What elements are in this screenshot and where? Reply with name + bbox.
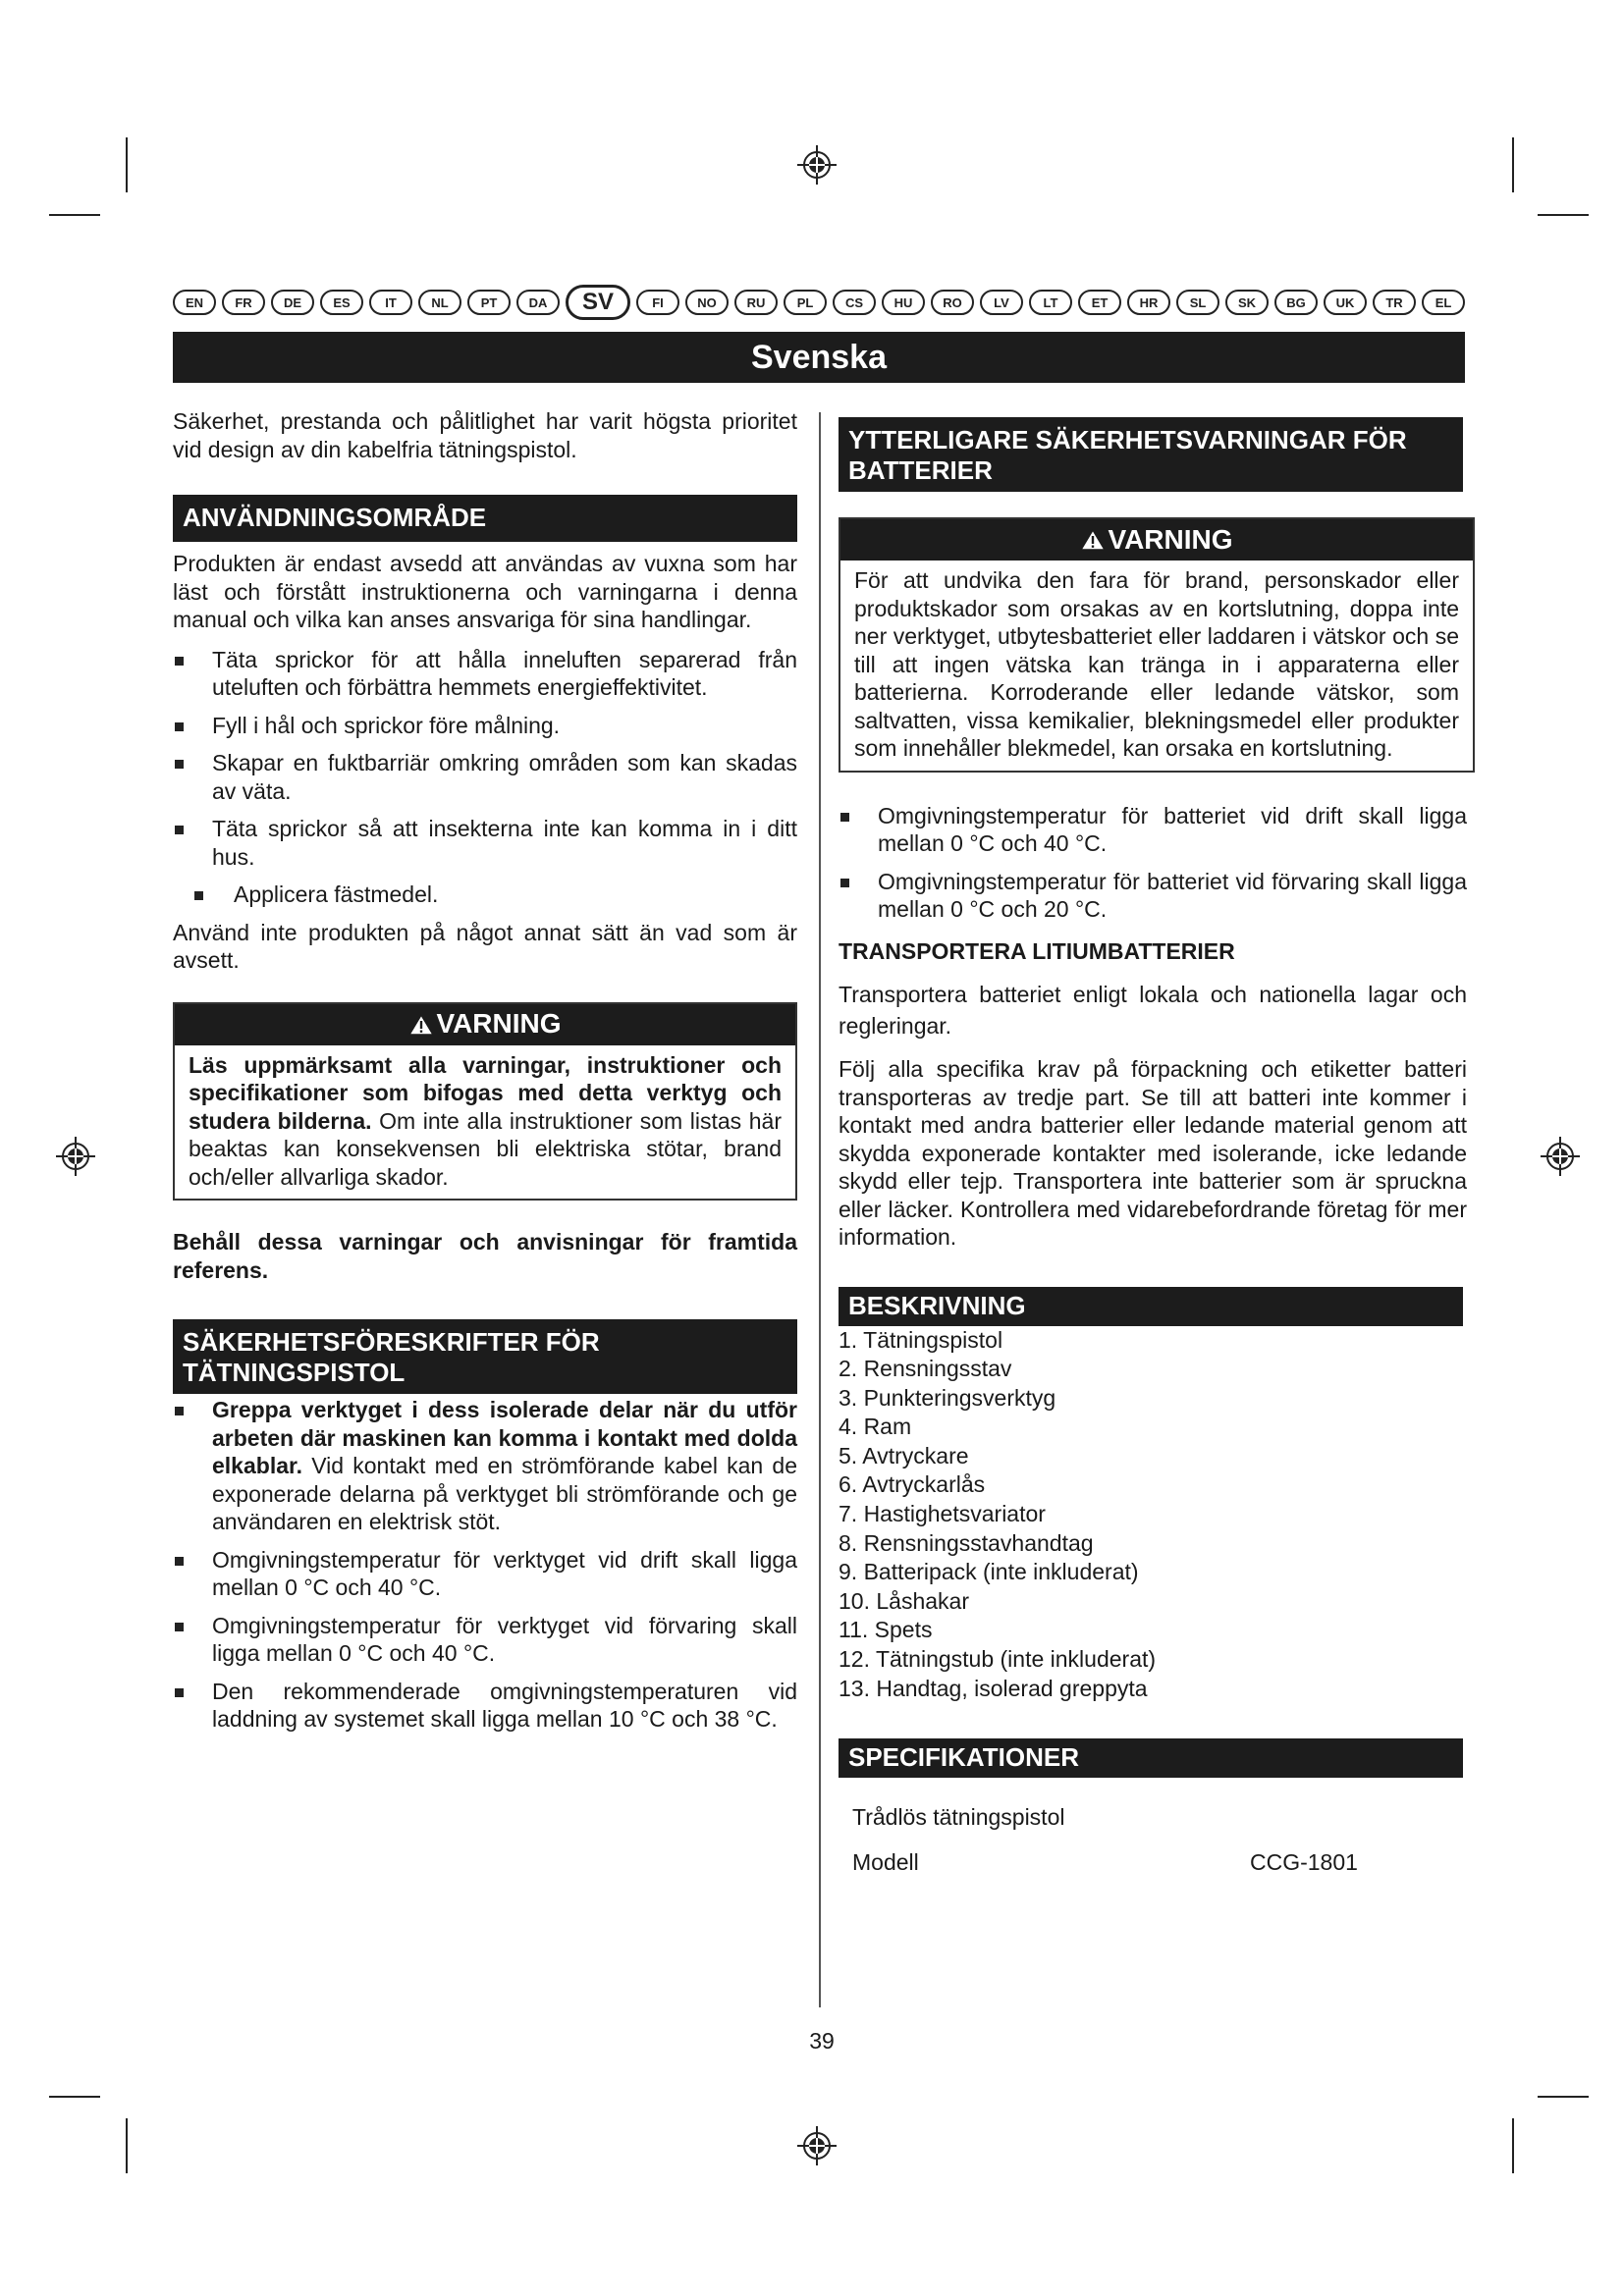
battery-warning-heading bbox=[840, 519, 1473, 561]
language-chip-el: EL bbox=[1422, 290, 1465, 315]
crop-mark bbox=[1512, 2118, 1514, 2173]
spec-model-label: Modell bbox=[852, 1848, 919, 1875]
battery-warning-heading-text: VARNING bbox=[1108, 523, 1233, 555]
list-item: Den rekommenderade omgivningstemperaturen vid laddning av systemet skall ligga mellan 10 °C och 38 °C. bbox=[173, 1678, 797, 1734]
list-item: 6. Avtryckarlås bbox=[839, 1471, 986, 1498]
crop-mark bbox=[1538, 2096, 1589, 2098]
crop-mark bbox=[1538, 214, 1589, 216]
language-chip-uk: UK bbox=[1324, 290, 1367, 315]
battery-warning-box bbox=[839, 517, 1475, 773]
crop-mark bbox=[49, 2096, 100, 2098]
list-item: Täta sprickor för att hålla inneluften separerad från uteluften och förbättra hemmets energieffektivitet. bbox=[173, 646, 797, 702]
specs-table bbox=[839, 1803, 1467, 1876]
language-chip-hu: HU bbox=[882, 290, 925, 315]
crop-mark bbox=[126, 137, 128, 192]
list-item: 9. Batteripack (inte inkluderat) bbox=[839, 1559, 1139, 1585]
right-column bbox=[839, 417, 1467, 1876]
crop-mark bbox=[1512, 137, 1514, 192]
list-item: 2. Rensningsstav bbox=[839, 1356, 1012, 1382]
warning-body bbox=[175, 1045, 795, 1200]
transport-heading: TRANSPORTERA LITIUMBATTERIER bbox=[839, 937, 1235, 964]
page-number: 39 bbox=[809, 2028, 835, 2054]
safety-list bbox=[173, 1396, 797, 1734]
list-item: Omgivningstemperatur för batteriet vid förvaring skall ligga mellan 0 °C och 20 °C. bbox=[839, 868, 1467, 924]
language-selector bbox=[173, 285, 1465, 320]
list-item: 1. Tätningspistol bbox=[839, 1326, 1003, 1353]
registration-mark-icon bbox=[795, 143, 839, 187]
language-chip-tr: TR bbox=[1373, 290, 1416, 315]
language-chip-sk: SK bbox=[1225, 290, 1269, 315]
registration-mark-icon bbox=[1539, 1135, 1582, 1178]
language-chip-sl: SL bbox=[1176, 290, 1219, 315]
usage-text: Produkten är endast avsedd att användas av vuxna som har läst och förstått instruktionerna och varningarna i denna manual och vilka kan anses ansvariga för sina handlingar. bbox=[173, 551, 797, 632]
transport-text-1: Transportera batteriet enligt lokala och nationella lagar och regleringar. bbox=[839, 982, 1467, 1039]
safety-first-bold: Greppa verktyget i dess isolerade delar när du utför arbeten där maskinen kan komma i kontakt med dolda elkablar. bbox=[212, 1397, 797, 1478]
list-item: Omgivningstemperatur för verktyget vid drift skall ligga mellan 0 °C och 40 °C. bbox=[173, 1546, 797, 1602]
battery-heading: YTTERLIGARE SÄKERHETSVARNINGAR FÖR BATTERIER bbox=[839, 417, 1463, 492]
list-item: Omgivningstemperatur för verktyget vid förvaring skall ligga mellan 0 °C och 40 °C. bbox=[173, 1612, 797, 1668]
language-chip-en: EN bbox=[173, 290, 216, 315]
list-item: 3. Punkteringsverktyg bbox=[839, 1384, 1056, 1411]
usage-list bbox=[173, 646, 797, 909]
usage-heading: ANVÄNDNINGSOMRÅDE bbox=[173, 495, 797, 542]
registration-mark-icon bbox=[795, 2124, 839, 2167]
page-title: Svenska bbox=[173, 332, 1465, 383]
warning-heading bbox=[175, 1004, 795, 1045]
language-chip-hr: HR bbox=[1127, 290, 1170, 315]
language-chip-sv: SV bbox=[566, 285, 630, 320]
warning-bold-text: Läs uppmärksamt alla varningar, instruktioner och specifikationer som bifogas med detta verktyg och studera bilderna. bbox=[189, 1051, 782, 1134]
safety-heading: SÄKERHETSFÖRESKRIFTER FÖR TÄTNINGSPISTOL bbox=[173, 1319, 797, 1394]
language-chip-de: DE bbox=[271, 290, 314, 315]
language-chip-ru: RU bbox=[734, 290, 778, 315]
specs-heading: SPECIFIKATIONER bbox=[839, 1738, 1463, 1778]
intro-text: Säkerhet, prestanda och pålitlighet har varit högsta prioritet vid design av din kabelfria tätningspistol. bbox=[173, 408, 797, 462]
description-list bbox=[839, 1326, 1467, 1704]
list-item: 13. Handtag, isolerad greppyta bbox=[839, 1675, 1148, 1701]
list-item: 5. Avtryckare bbox=[839, 1442, 969, 1468]
language-chip-es: ES bbox=[320, 290, 363, 315]
list-item: Skapar en fuktbarriär omkring områden som kan skadas av väta. bbox=[173, 749, 797, 805]
language-chip-no: NO bbox=[685, 290, 729, 315]
warning-text: Om inte alla instruktioner som listas här beaktas kan konsekvensen bli elektriska stötar, brand och/eller allvarliga skador. bbox=[189, 1107, 782, 1190]
keep-note: Behåll dessa varningar och anvisningar för framtida referens. bbox=[173, 1229, 797, 1283]
list-item: Fyll i hål och sprickor före målning. bbox=[173, 712, 797, 740]
safety-first-text: Vid kontakt med en strömförande kabel kan de exponerade delarna på verktyget bli strömförande och ge användaren en elektrisk stöt. bbox=[212, 1453, 797, 1534]
list-item: 8. Rensningsstavhandtag bbox=[839, 1529, 1094, 1556]
warning-heading-text: VARNING bbox=[436, 1008, 562, 1040]
spec-row-model bbox=[852, 1848, 1467, 1877]
list-item: Omgivningstemperatur för batteriet vid drift skall ligga mellan 0 °C och 40 °C. bbox=[839, 802, 1467, 858]
column-divider bbox=[819, 412, 821, 2007]
language-chip-nl: NL bbox=[418, 290, 461, 315]
battery-list bbox=[839, 802, 1467, 924]
crop-mark bbox=[126, 2118, 128, 2173]
list-item: 4. Ram bbox=[839, 1414, 912, 1440]
language-chip-lv: LV bbox=[980, 290, 1023, 315]
language-chip-bg: BG bbox=[1274, 290, 1318, 315]
registration-mark-icon bbox=[54, 1135, 97, 1178]
language-chip-fi: FI bbox=[636, 290, 679, 315]
list-item: Täta sprickor så att insekterna inte kan komma in i ditt hus. bbox=[173, 815, 797, 871]
battery-warning-body: För att undvika den fara för brand, personskador eller produktskador som orsakas av en kortslutning, doppa inte ner verktyget, utbytesbatteriet eller laddaren i vätskor och se till att ingen vätska kan tränga in i apparaterna eller batterierna. Korroderande eller ledande vätskor, som saltvatten, vissa kemikalier, blekningsmedel eller produkter som innehåller blekmedel, kan orsaka en kortslutning. bbox=[854, 567, 1459, 761]
language-chip-da: DA bbox=[516, 290, 560, 315]
left-column bbox=[173, 407, 797, 1743]
language-chip-lt: LT bbox=[1029, 290, 1072, 315]
spec-product: Trådlös tätningspistol bbox=[852, 1804, 1065, 1831]
transport-text-2: Följ alla specifika krav på förpackning och etiketter batteri transporteras av tredje part. Se till att batteri inte kommer i kontakt med andra batterier eller ledande material genom att skydda exponerade kontakter med isolerande, icke ledande skydd eller tejp. Transportera inte batterier som är spruckna eller läcker. Kontrollera med vidarebefordrande företag för mer information. bbox=[839, 1056, 1467, 1250]
list-item: 11. Spets bbox=[839, 1617, 933, 1643]
warning-box bbox=[173, 1002, 797, 1201]
language-chip-fr: FR bbox=[222, 290, 265, 315]
list-item bbox=[173, 1396, 797, 1536]
language-chip-cs: CS bbox=[833, 290, 876, 315]
list-item: 12. Tätningstub (inte inkluderat) bbox=[839, 1646, 1157, 1673]
description-heading: BESKRIVNING bbox=[839, 1287, 1463, 1326]
list-item: 10. Låshakar bbox=[839, 1587, 969, 1614]
language-chip-et: ET bbox=[1078, 290, 1121, 315]
list-item: Applicera fästmedel. bbox=[173, 881, 797, 909]
language-chip-it: IT bbox=[369, 290, 412, 315]
usage-after-text: Använd inte produkten på något annat sätt än vad som är avsett. bbox=[173, 919, 797, 973]
language-chip-ro: RO bbox=[931, 290, 974, 315]
spec-model-value: CCG-1801 bbox=[1250, 1848, 1358, 1875]
warning-triangle-icon bbox=[1080, 528, 1106, 552]
list-item: 7. Hastighetsvariator bbox=[839, 1501, 1046, 1527]
language-chip-pl: PL bbox=[784, 290, 827, 315]
warning-triangle-icon bbox=[408, 1013, 434, 1037]
crop-mark bbox=[49, 214, 100, 216]
language-chip-pt: PT bbox=[467, 290, 511, 315]
